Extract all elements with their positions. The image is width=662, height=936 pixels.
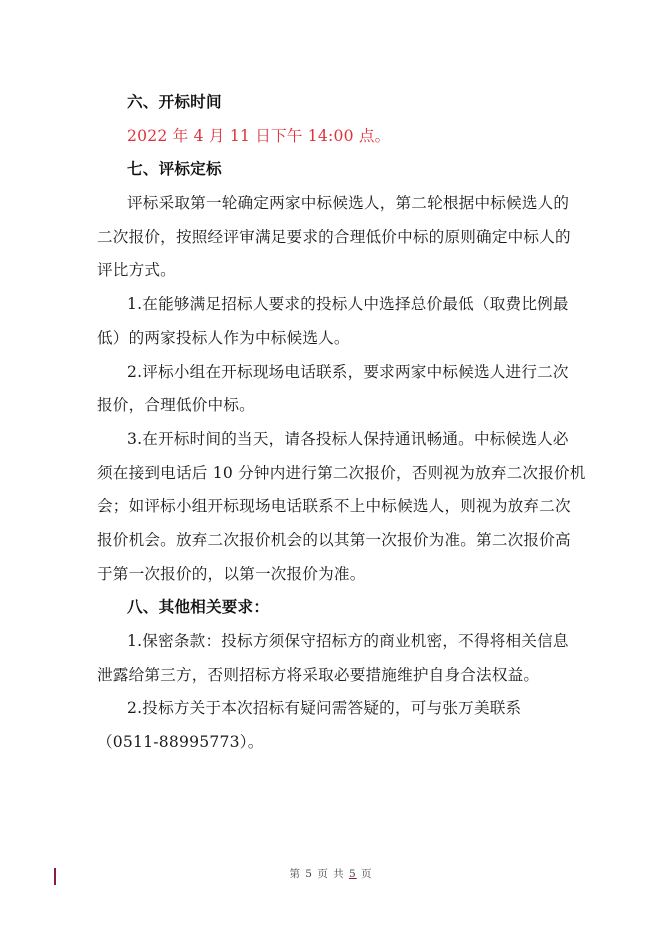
paragraph-line: 须在接到电话后 10 分钟内进行第二次报价，否则视为放弃二次报价机	[97, 463, 586, 482]
paragraph-line: 会；如评标小组开标现场电话联系不上中标候选人，则视为放弃二次	[97, 497, 571, 516]
paragraph-line: 于第一次报价的，以第一次报价为准。	[97, 564, 366, 583]
paragraph-line: 报价机会。放弃二次报价机会的以其第一次报价为准。第二次报价高	[97, 530, 571, 549]
paragraph-line: 2.投标方关于本次招标有疑问需答疑的，可与张万美联系	[127, 699, 522, 718]
opening-time-text: 2022 年 4 月 11 日下午 14:00 点。	[127, 126, 391, 145]
paragraph-line: 1.在能够满足招标人要求的投标人中选择总价最低（取费比例最	[127, 295, 569, 314]
paragraph-line: 3.在开标时间的当天，请各投标人保持通讯畅通。中标候选人必	[127, 429, 569, 448]
page-number-suffix: 页	[356, 868, 373, 880]
section-heading-opening-time: 六、开标时间	[127, 93, 222, 111]
paragraph-line: 2.评标小组在开标现场电话联系，要求两家中标候选人进行二次	[127, 362, 569, 381]
paragraph-line: 评标采取第一轮确定两家中标候选人，第二轮根据中标候选人的	[127, 194, 570, 213]
contact-phone-line: （0511-88995773）。	[97, 733, 264, 752]
paragraph-line: 评比方式。	[97, 261, 176, 280]
section-heading-other-requirements: 八、其他相关要求：	[127, 598, 270, 617]
section-heading-evaluation: 七、评标定标	[127, 160, 222, 179]
page-number-prefix: 第 5 页 共	[289, 868, 349, 880]
paragraph-line: 低）的两家投标人作为中标候选人。	[97, 328, 350, 347]
paragraph-line: 1.保密条款：投标方须保守招标方的商业机密，不得将相关信息	[127, 632, 569, 650]
document-body	[97, 86, 586, 760]
total-pages: 5	[349, 868, 357, 880]
paragraph-line: 二次报价，按照经评审满足要求的合理低价中标的原则确定中标人的	[97, 227, 571, 246]
paragraph-line: 报价，合理低价中标。	[97, 396, 255, 415]
paragraph-line: 泄露给第三方，否则招标方将采取必要措施维护自身合法权益。	[97, 665, 540, 684]
page-footer	[0, 866, 662, 881]
